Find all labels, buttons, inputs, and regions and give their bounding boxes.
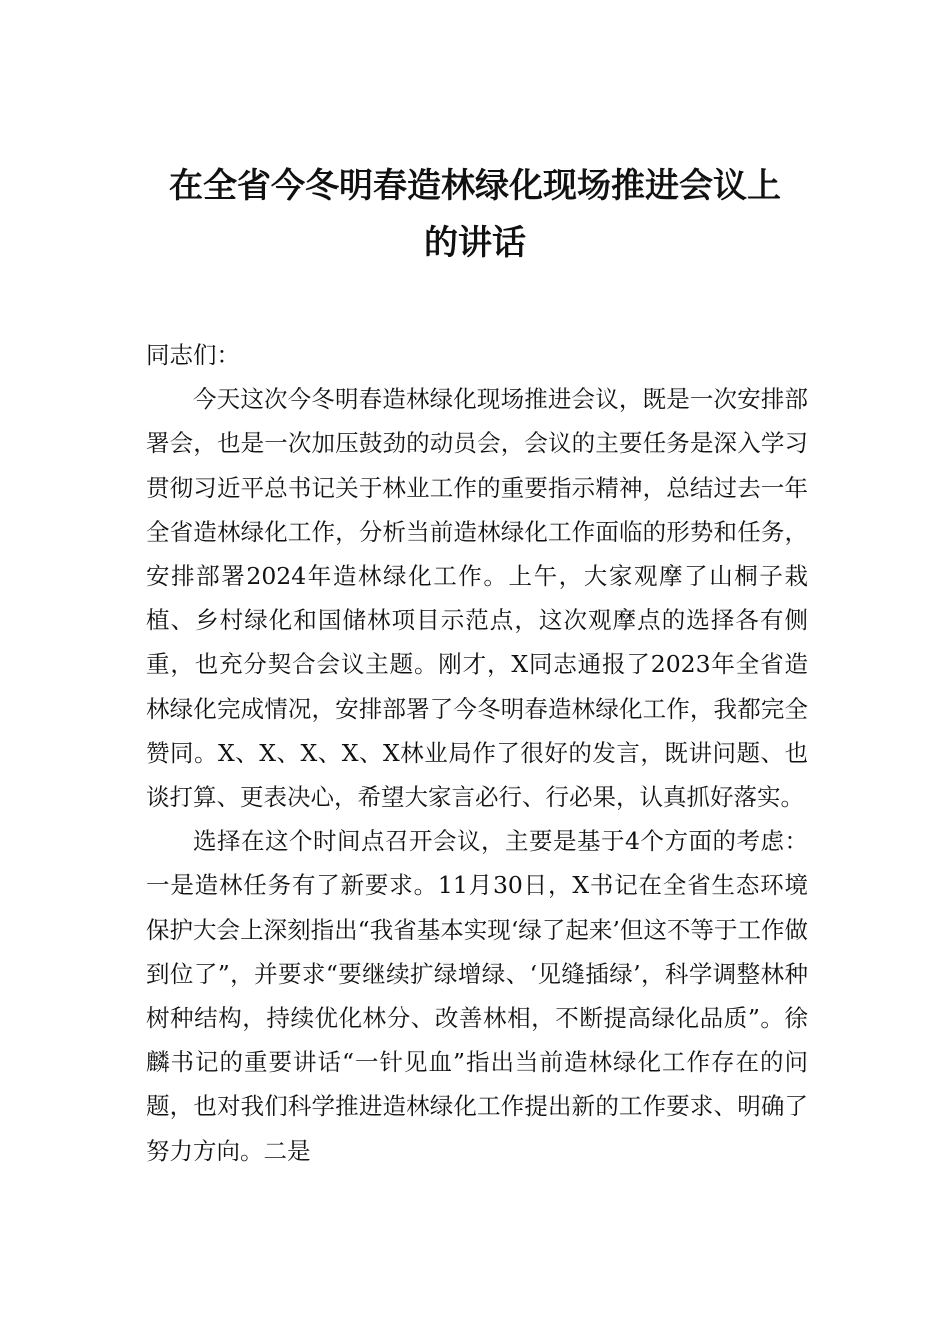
salutation: 同志们： [146,341,240,369]
document-title [140,158,810,272]
paragraph-2: 选择在这个时间点召开会议，主要是基于4个方面的考虑：一是造林任务有了新要求。11月30日，X书记在全省生态环境保护大会上深刻指出“我省基本实现‘绿了起来’但这不等于工作做到位了”，并要求“要继续扩绿增绿、‘见缝插绿’，科学调整林种树种结构，持续优化林分、改善林相，不断提高绿化品质”。徐麟书记的重要讲话“一针见血”指出当前造林绿化工作存在的问题，也对我们科学推进造林绿化工作提出新的工作要求、明确了努力方向。二是 [146,827,808,1165]
document-body [146,333,808,1173]
title-line-1: 在全省今冬明春造林绿化现场推进会议上 [169,166,781,206]
paragraph-1: 今天这次今冬明春造林绿化现场推进会议，既是一次安排部署会，也是一次加压鼓劲的动员会，会议的主要任务是深入学习贯彻习近平总书记关于林业工作的重要指示精神，总结过去一年全省造林绿化工作，分析当前造林绿化工作面临的形势和任务，安排部署2024年造林绿化工作。上午，大家观摩了山桐子栽植、乡村绿化和国储林项目示范点，这次观摩点的选择各有侧重，也充分契合会议主题。刚才，X同志通报了2023年全省造林绿化完成情况，安排部署了今冬明春造林绿化工作，我都完全赞同。X、X、X、X、X林业局作了很好的发言，既讲问题、也谈打算、更表决心，希望大家言必行、行必果，认真抓好落实。 [146,385,808,812]
title-line-2: 的讲话 [424,223,526,263]
